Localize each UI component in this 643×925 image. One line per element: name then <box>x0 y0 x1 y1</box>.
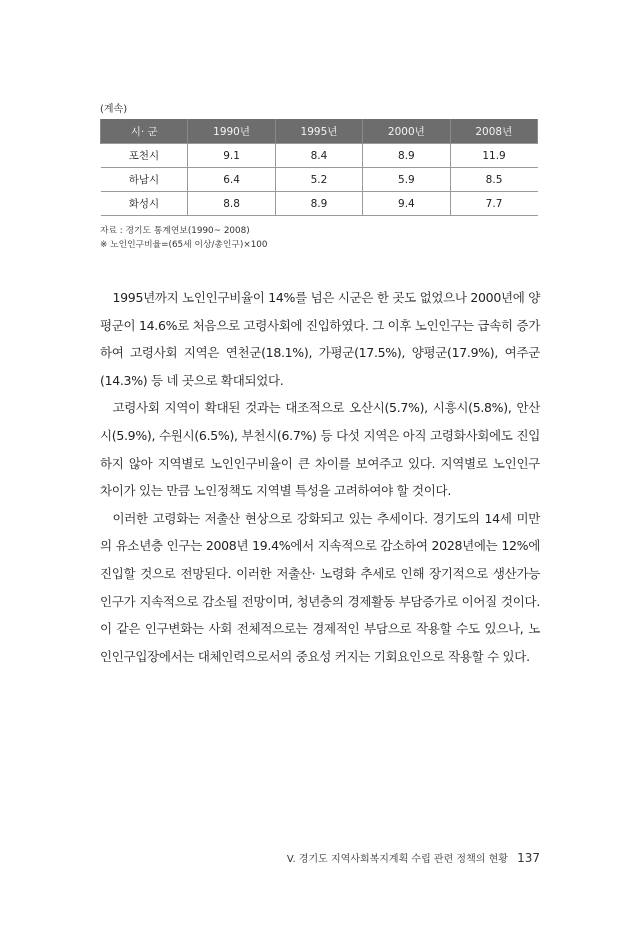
table-header-row <box>101 119 538 144</box>
table-cell: 8.4 <box>275 144 362 168</box>
column-header: 1995년 <box>275 119 362 144</box>
table-row <box>101 192 538 216</box>
page-footer <box>287 850 540 865</box>
source-note: 자료 : 경기도 통계연보(1990~ 2008) <box>100 226 250 236</box>
table-cell: 포천시 <box>101 144 188 168</box>
column-header: 2008년 <box>450 119 537 144</box>
table-cell: 7.7 <box>450 192 537 216</box>
elderly-ratio-table <box>100 119 538 216</box>
table-cell: 8.8 <box>188 192 275 216</box>
table-cell: 11.9 <box>450 144 537 168</box>
column-header: 2000년 <box>363 119 450 144</box>
table-cell: 8.9 <box>363 144 450 168</box>
table-cell: 5.2 <box>275 168 362 192</box>
continued-label: (계속) <box>100 104 128 115</box>
paragraph: 이러한 고령화는 저출산 현상으로 강화되고 있는 추세이다. 경기도의 14세 미만의 유소년층 인구는 2008년 19.4%에서 지속적으로 감소하여 2028년에는 12%에 진입할 것으로 전망된다. 이러한 저출산· 노령화 추세로 인해 장기적으로 생산가능인구가 지속적으로 감소될 전망이며, 청년층의 경제활동 부담증가로 이어질 것이다. 이 같은 인구변화는 사회 전체적으로는 경제적인 부담으로 작용할 수도 있으나, 노인인구입장에서는 대체인력으로서의 중요성 커지는 기회요인으로 작용할 수 있다. <box>100 510 540 664</box>
table-cell: 5.9 <box>363 168 450 192</box>
table-cell: 하남시 <box>101 168 188 192</box>
table-cell: 8.5 <box>450 168 537 192</box>
table-cell: 8.9 <box>275 192 362 216</box>
paragraph: 고령사회 지역이 확대된 것과는 대조적으로 오산시(5.7%), 시흥시(5.8%), 안산시(5.9%), 수원시(6.5%), 부천시(6.7%) 등 다섯 지역은 아직 고령화사회에도 진입하지 않아 지역별로 노인인구비율이 큰 차이를 보여주고 있다. 지역별로 노인인구 차이가 있는 만큼 노인정책도 지역별 특성을 고려하여야 할 것이다. <box>100 400 540 499</box>
paragraph: 1995년까지 노인인구비율이 14%를 넘은 시군은 한 곳도 없었으나 2000년에 양평군이 14.6%로 처음으로 고령사회에 진입하였다. 그 이후 노인인구는 급속히 증가하여 고령사회 지역은 연천군(18.1%), 가평군(17.5%), 양평군(17.9%), 여주군(14.3%) 등 네 곳으로 확대되었다. <box>100 290 540 388</box>
table-cell: 6.4 <box>188 168 275 192</box>
table-cell: 9.4 <box>363 192 450 216</box>
table-notes <box>100 224 268 252</box>
column-header: 시· 군 <box>101 119 188 144</box>
column-header: 1990년 <box>188 119 275 144</box>
formula-note: ※ 노인인구비율=(65세 이상/총인구)×100 <box>100 240 268 250</box>
page-number: 137 <box>517 851 540 865</box>
chapter-title: V. 경기도 지역사회복지계획 수립 관련 정책의 현황 <box>286 854 508 865</box>
table-row <box>101 144 538 168</box>
table-row <box>101 168 538 192</box>
table-cell: 화성시 <box>101 192 188 216</box>
table-cell: 9.1 <box>188 144 275 168</box>
body-text <box>100 284 540 670</box>
